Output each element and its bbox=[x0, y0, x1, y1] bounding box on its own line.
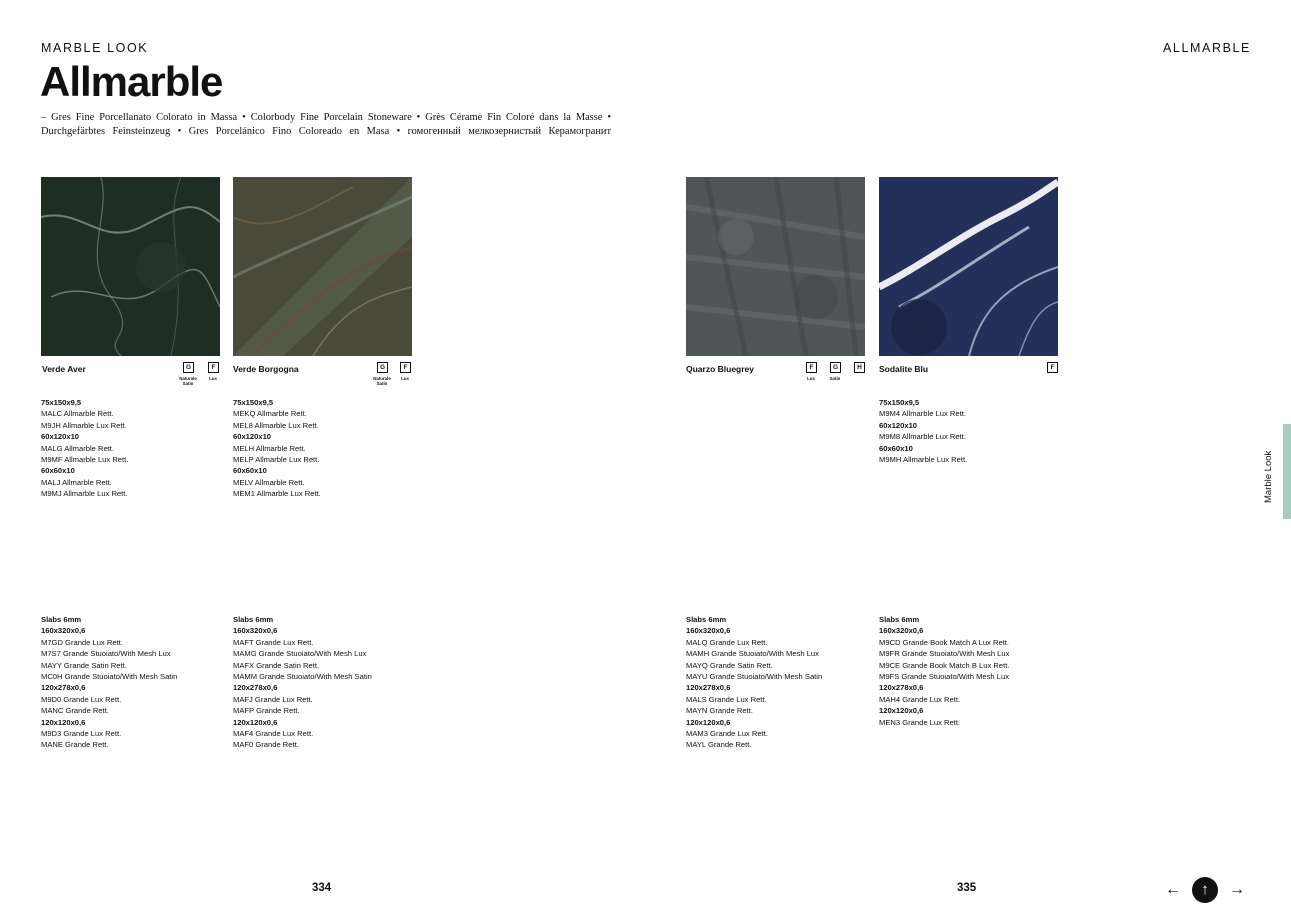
finish-badge: H bbox=[854, 362, 865, 373]
spec-line: Slabs 6mm bbox=[41, 615, 82, 624]
spec-line: 120x120x0,6 bbox=[41, 717, 86, 727]
spec-line: MAFX Grande Satin Rett. bbox=[233, 660, 320, 670]
spec-line: MEN3 Grande Lux Rett. bbox=[879, 717, 961, 727]
spec-line: MAH4 Grande Lux Rett. bbox=[879, 694, 961, 704]
spec-line: M7S7 Grande Stuoiato/With Mesh Lux bbox=[41, 649, 171, 659]
spec-line: Slabs 6mm bbox=[879, 615, 920, 624]
page-number-left: 334 bbox=[312, 882, 332, 894]
spec-line: MALS Grande Lux Rett. bbox=[686, 694, 767, 704]
spec-line: 60x120x10 bbox=[879, 420, 918, 430]
spec-line: MAMM Grande Stuoiato/With Mesh Satin bbox=[233, 672, 372, 682]
spec-line: MAYL Grande Rett. bbox=[686, 740, 752, 750]
arrow-up-icon: ↑ bbox=[1201, 881, 1209, 898]
spec-line: 120x278x0,6 bbox=[879, 683, 924, 693]
slab-list bbox=[233, 614, 372, 751]
spec-line: 120x278x0,6 bbox=[233, 683, 278, 693]
spec-line: 120x120x0,6 bbox=[233, 717, 278, 727]
verde-borgogna-swatch bbox=[233, 177, 412, 356]
spec-line: 120x278x0,6 bbox=[686, 683, 731, 693]
spec-line: M9FR Grande Stuoiato/With Mesh Lux bbox=[879, 649, 1010, 659]
finish-label: Naturale Satin bbox=[179, 376, 197, 386]
spec-line: MAYU Grande Stuoiato/With Mesh Satin bbox=[686, 672, 823, 682]
page-title: Allmarble bbox=[40, 58, 223, 105]
finish-badge: G bbox=[830, 362, 841, 373]
spec-line: MANC Grande Rett. bbox=[41, 706, 109, 716]
spec-line: MAMG Grande Stuoiato/With Mesh Lux bbox=[233, 649, 367, 659]
finish-label: Satin bbox=[829, 376, 841, 381]
finish-label: Lux bbox=[209, 376, 217, 381]
spec-line: M7GD Grande Lux Rett. bbox=[41, 637, 123, 647]
spec-line: 75x150x9,5 bbox=[41, 398, 82, 407]
product-name: Verde Borgogna bbox=[233, 364, 299, 374]
spec-line: MALQ Grande Lux Rett. bbox=[686, 637, 768, 647]
sodalite-blu-swatch bbox=[879, 177, 1058, 356]
spec-line: M9FS Grande Stuoiato/With Mesh Lux bbox=[879, 672, 1009, 682]
product-name: Verde Aver bbox=[42, 364, 86, 374]
spec-line: 120x278x0,6 bbox=[41, 683, 86, 693]
spec-line: MAFT Grande Lux Rett. bbox=[233, 637, 314, 647]
size-list bbox=[41, 397, 128, 500]
finish-badge: F bbox=[400, 362, 411, 373]
spec-line: MELH Allmarble Rett. bbox=[233, 443, 306, 453]
product-name: Quarzo Bluegrey bbox=[686, 364, 755, 374]
scroll-top-button[interactable] bbox=[1192, 877, 1218, 903]
spec-line: 75x150x9,5 bbox=[233, 398, 274, 407]
spec-line: 60x60x10 bbox=[41, 466, 75, 476]
spec-line: M9M4 Allmarble Lux Rett. bbox=[879, 409, 966, 419]
spec-line: 60x120x10 bbox=[233, 432, 272, 442]
spec-line: 160x320x0,6 bbox=[233, 626, 278, 636]
section-tab-marker bbox=[1283, 424, 1291, 519]
spec-line: MAM3 Grande Lux Rett. bbox=[686, 729, 768, 739]
spec-line: 120x120x0,6 bbox=[879, 706, 924, 716]
running-title: ALLMARBLE bbox=[1162, 41, 1251, 55]
spec-line: MALJ Allmarble Rett. bbox=[41, 477, 112, 487]
spec-line: MAYN Grande Rett. bbox=[686, 706, 753, 716]
spec-line: M9M8 Allmarble Lux Rett. bbox=[879, 432, 966, 442]
spec-line: M9MF Allmarble Lux Rett. bbox=[41, 455, 129, 465]
finish-badge: G bbox=[183, 362, 194, 373]
spec-line: 160x320x0,6 bbox=[879, 626, 924, 636]
next-page-button[interactable] bbox=[1229, 877, 1245, 903]
spec-line: 120x120x0,6 bbox=[686, 717, 731, 727]
quarzo-bluegrey-swatch bbox=[686, 177, 865, 356]
spec-line: 60x120x10 bbox=[41, 432, 80, 442]
prev-page-button[interactable] bbox=[1165, 877, 1181, 903]
spec-line: MAYY Grande Satin Rett. bbox=[41, 660, 127, 670]
spec-line: M9MJ Allmarble Lux Rett. bbox=[41, 489, 128, 499]
spec-line: 60x60x10 bbox=[233, 466, 267, 476]
spec-line: MEKQ Allmarble Rett. bbox=[233, 409, 307, 419]
spec-line: M9D3 Grande Lux Rett. bbox=[41, 729, 122, 739]
product-name: Sodalite Blu bbox=[879, 364, 929, 374]
spec-line: M9JH Allmarble Lux Rett. bbox=[41, 420, 127, 430]
spec-line: MAF4 Grande Lux Rett. bbox=[233, 729, 314, 739]
arrow-left-icon: ← bbox=[1165, 881, 1181, 898]
finish-label: Lux bbox=[807, 376, 815, 381]
spec-line: MAMH Grande Stuoiato/With Mesh Lux bbox=[686, 649, 819, 659]
spec-line: Slabs 6mm bbox=[686, 615, 727, 624]
spec-line: 160x320x0,6 bbox=[686, 626, 731, 636]
spec-line: MAYQ Grande Satin Rett. bbox=[686, 660, 773, 670]
spec-line: MANE Grande Rett. bbox=[41, 740, 109, 750]
size-list bbox=[879, 397, 967, 465]
section-kicker: MARBLE LOOK bbox=[41, 41, 149, 55]
page-number-right: 335 bbox=[957, 882, 977, 894]
spec-line: MEL8 Allmarble Lux Rett. bbox=[233, 420, 319, 430]
spec-line: MELV Allmarble Rett. bbox=[233, 477, 305, 487]
slab-list bbox=[879, 614, 1009, 728]
size-list bbox=[233, 397, 321, 500]
spec-line: MALG Allmarble Rett. bbox=[41, 443, 115, 453]
finish-badge: F bbox=[806, 362, 817, 373]
verde-aver-swatch bbox=[41, 177, 220, 356]
spec-line: M9CD Grande Book Match A Lux Rett. bbox=[879, 637, 1009, 647]
spec-line: 60x60x10 bbox=[879, 443, 913, 453]
spec-line: Slabs 6mm bbox=[233, 615, 274, 624]
material-subtitle: – Gres Fine Porcellanato Colorato in Massa • Colorbody Fine Porcelain Stoneware • Grès Cérame Fin Coloré dans la Masse • Durchgefärbtes Feinsteinzeug • Gres Porcelánico Fino Coloreado en Masa • гомогенный мелкозернистый Керамогранит bbox=[41, 112, 611, 137]
slab-list bbox=[41, 614, 177, 751]
finish-badge: F bbox=[1047, 362, 1058, 373]
spec-line: MEM1 Allmarble Lux Rett. bbox=[233, 489, 321, 499]
arrow-right-icon: → bbox=[1229, 881, 1245, 898]
spec-line: M9MH Allmarble Lux Rett. bbox=[879, 455, 968, 465]
slab-list bbox=[686, 614, 822, 751]
spec-line: 75x150x9,5 bbox=[879, 398, 920, 407]
spec-line: MAF0 Grande Rett. bbox=[233, 740, 299, 750]
spec-line: 160x320x0,6 bbox=[41, 626, 86, 636]
finish-badge: G bbox=[377, 362, 388, 373]
spec-line: MAFP Grande Rett. bbox=[233, 706, 300, 716]
spec-line: MELP Allmarble Lux Rett. bbox=[233, 455, 320, 465]
finish-label: Lux bbox=[401, 376, 409, 381]
spec-line: MAFJ Grande Lux Rett. bbox=[233, 694, 313, 704]
spec-line: M9D0 Grande Lux Rett. bbox=[41, 694, 122, 704]
finish-label: Naturale Satin bbox=[373, 376, 391, 386]
finish-badge: F bbox=[208, 362, 219, 373]
spec-line: MC0H Grande Stuoiato/With Mesh Satin bbox=[41, 672, 178, 682]
section-tab-label[interactable]: Marble Look bbox=[1263, 450, 1274, 503]
spec-line: MALC Allmarble Rett. bbox=[41, 409, 114, 419]
spec-line: M9CE Grande Book Match B Lux Rett. bbox=[879, 660, 1010, 670]
